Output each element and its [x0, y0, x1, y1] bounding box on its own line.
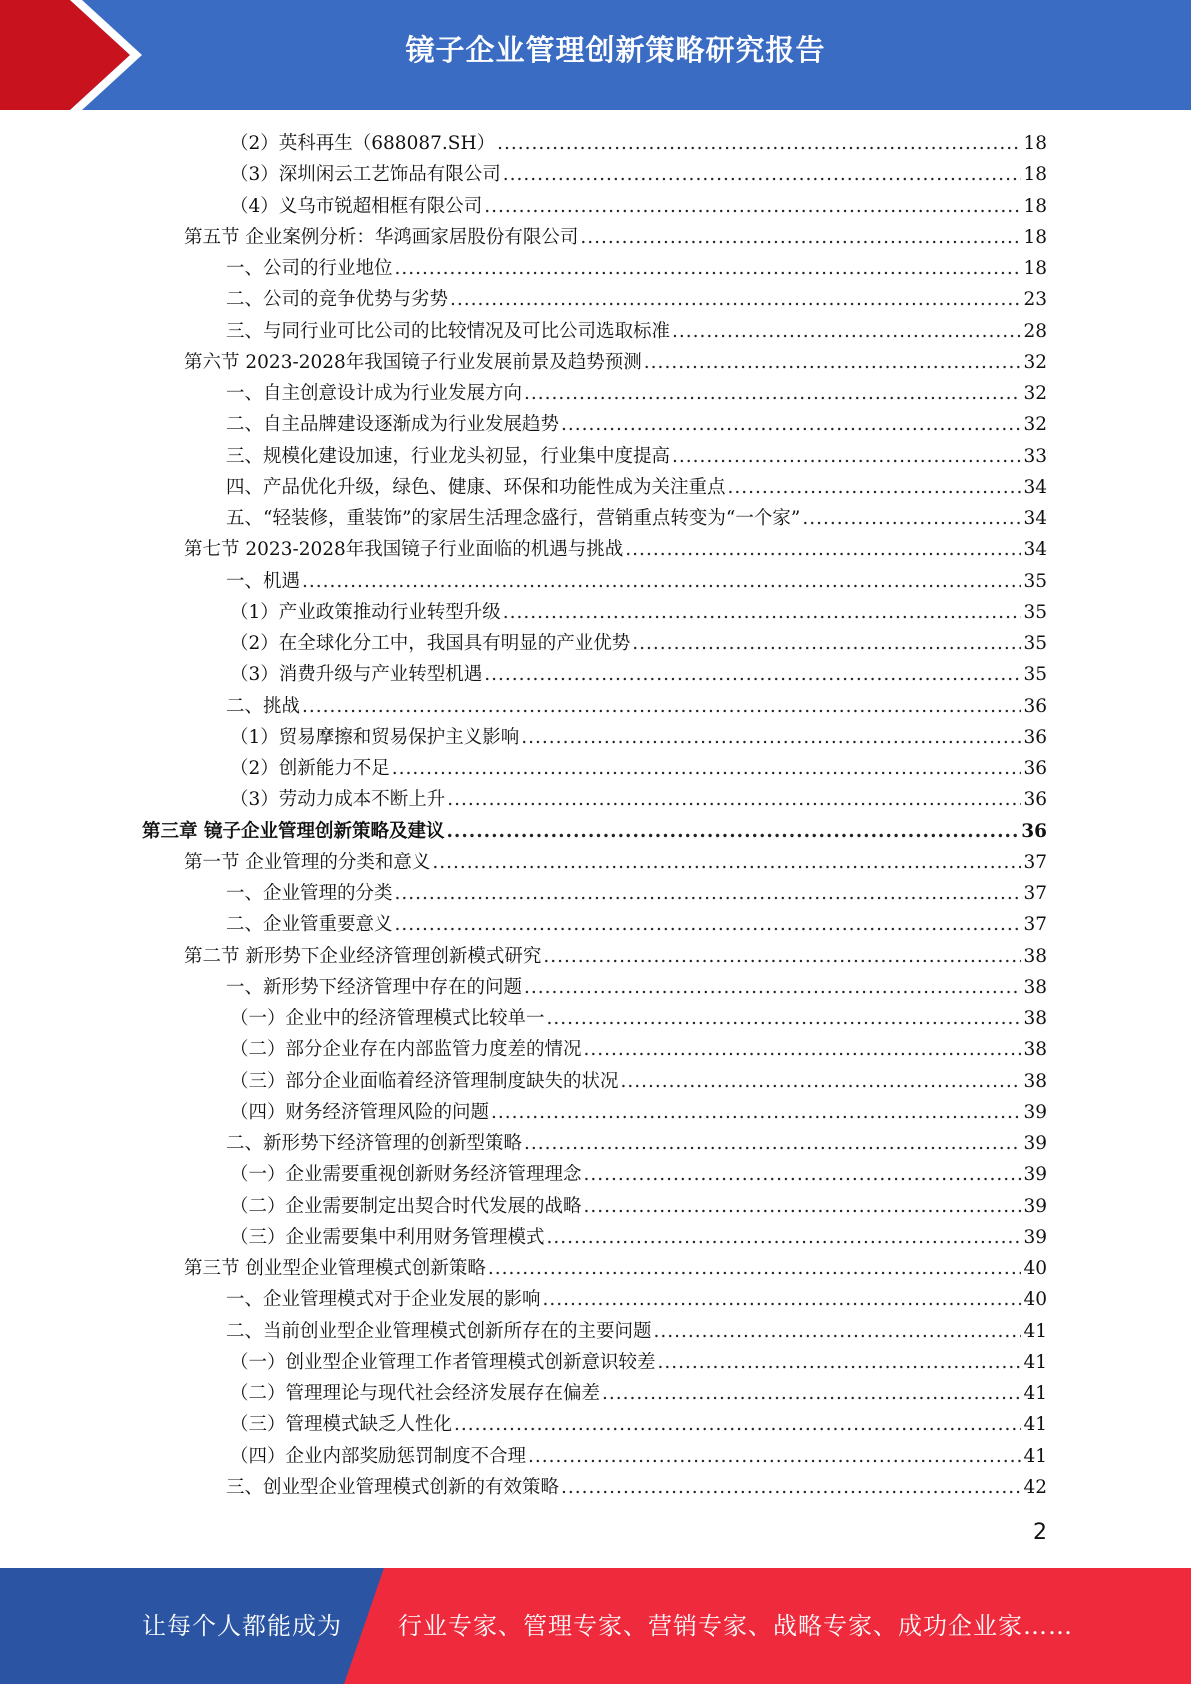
toc-dot-leader	[395, 909, 1022, 940]
toc-dot-leader	[524, 1128, 1021, 1159]
toc-entry-page: 36	[1023, 789, 1047, 811]
toc-dot-leader	[524, 378, 1021, 409]
toc-entry-title: 一、公司的行业地位	[226, 258, 393, 279]
toc-section-entry[interactable]	[184, 1253, 1047, 1284]
toc-entry-title: （一）企业需要重视创新财务经济管理理念	[230, 1164, 582, 1186]
toc-dot-leader	[450, 284, 1021, 315]
toc-dot-leader	[484, 191, 1021, 222]
toc-subsection-entry[interactable]	[230, 1003, 1047, 1034]
toc-subsection-entry[interactable]	[230, 597, 1047, 628]
toc-entry-page: 39	[1023, 1101, 1047, 1123]
toc-subsection-entry[interactable]	[230, 1222, 1047, 1253]
toc-entry-page: 35	[1023, 601, 1047, 623]
toc-entry-title: 二、当前创业型企业管理模式创新所存在的主要问题	[226, 1320, 652, 1342]
toc-dot-leader	[491, 1097, 1021, 1128]
toc-entry-title: （三）企业需要集中利用财务管理模式	[230, 1226, 545, 1248]
toc-entry-page: 36	[1023, 726, 1047, 748]
toc-subsection-entry[interactable]	[226, 1128, 1047, 1159]
toc-dot-leader	[625, 534, 1021, 565]
toc-entry-page: 38	[1023, 1070, 1047, 1092]
toc-entry-title: （3）消费升级与产业转型机遇	[230, 664, 483, 686]
toc-dot-leader	[672, 316, 1021, 347]
toc-entry-title: （3）劳动力成本不断上升	[230, 789, 446, 811]
toc-section-entry[interactable]	[184, 534, 1047, 565]
toc-entry-title: （2）在全球化分工中，我国具有明显的产业优势	[230, 633, 631, 654]
toc-entry-title: 第五节 企业案例分析：华鸿画家居股份有限公司	[184, 226, 579, 248]
toc-dot-leader	[395, 878, 1022, 909]
toc-subsection-entry[interactable]	[230, 1441, 1047, 1472]
toc-dot-leader	[632, 628, 1021, 659]
toc-dot-leader	[521, 722, 1021, 753]
toc-entry-title: （三）部分企业面临着经济管理制度缺失的状况	[230, 1070, 619, 1092]
toc-entry-title: （二）部分企业存在内部监管力度差的情况	[230, 1039, 582, 1061]
toc-entry-page: 39	[1023, 1164, 1047, 1186]
toc-subsection-entry[interactable]	[226, 409, 1047, 440]
toc-dot-leader	[584, 1191, 1022, 1222]
toc-dot-leader	[395, 253, 1022, 284]
toc-entry-page: 35	[1023, 570, 1047, 592]
toc-dot-leader	[547, 1222, 1022, 1253]
toc-entry-page: 38	[1023, 1008, 1047, 1029]
toc-entry-title: （二）企业需要制定出契合时代发展的战略	[230, 1195, 582, 1217]
toc-entry-page: 34	[1023, 508, 1047, 529]
toc-entry-page: 34	[1023, 539, 1047, 561]
toc-entry-page: 41	[1023, 1414, 1047, 1436]
toc-subsection-entry[interactable]	[226, 253, 1047, 284]
toc-subsection-entry[interactable]	[226, 1472, 1047, 1503]
toc-entry-page: 35	[1023, 664, 1047, 686]
toc-dot-leader	[454, 1409, 1021, 1440]
toc-subsection-entry[interactable]	[230, 753, 1047, 784]
toc-subsection-entry[interactable]	[226, 1284, 1047, 1315]
toc-entry-title: 第六节 2023-2028年我国镜子行业发展前景及趋势预测	[184, 351, 642, 373]
toc-subsection-entry[interactable]	[230, 659, 1047, 690]
toc-dot-leader	[543, 941, 1021, 972]
toc-dot-leader	[728, 472, 1022, 503]
toc-entry-page: 35	[1023, 633, 1047, 654]
toc-entry-title: 第二节 新形势下企业经济管理创新模式研究	[184, 945, 542, 967]
toc-entry-page: 39	[1023, 1133, 1047, 1154]
toc-subsection-entry[interactable]	[230, 191, 1047, 222]
toc-dot-leader	[484, 659, 1021, 690]
footer-slogan-right: 行业专家、管理专家、营销专家、战略专家、成功企业家……	[398, 1612, 1073, 1640]
toc-entry-page: 40	[1023, 1258, 1047, 1279]
toc-entry-page: 33	[1023, 445, 1047, 467]
toc-entry-title: 第三节 创业型企业管理模式创新策略	[184, 1258, 486, 1279]
toc-subsection-entry[interactable]	[230, 159, 1047, 190]
toc-entry-title: （二）管理理论与现代社会经济发展存在偏差	[230, 1383, 601, 1404]
toc-dot-leader	[446, 816, 1019, 847]
toc-subsection-entry[interactable]	[226, 378, 1047, 409]
toc-dot-leader	[392, 753, 1022, 784]
toc-subsection-entry[interactable]	[226, 972, 1047, 1003]
toc-entry-title: 一、新形势下经济管理中存在的问题	[226, 976, 523, 998]
toc-entry-page: 40	[1023, 1289, 1047, 1311]
toc-entry-title: 一、企业管理模式对于企业发展的影响	[226, 1289, 541, 1311]
toc-subsection-entry[interactable]	[226, 472, 1047, 503]
toc-entry-title: 三、与同行业可比公司的比较情况及可比公司选取标准	[226, 320, 671, 342]
toc-entry-title: （2）英科再生（688087.SH）	[230, 133, 496, 154]
toc-entry-title: 五、“轻装修，重装饰”的家居生活理念盛行，营销重点转变为“一个家”	[226, 508, 801, 529]
toc-dot-leader	[447, 784, 1021, 815]
toc-dot-leader	[672, 441, 1021, 472]
toc-entry-page: 38	[1023, 1039, 1047, 1061]
toc-subsection-entry[interactable]	[230, 1409, 1047, 1440]
toc-subsection-entry[interactable]	[226, 566, 1047, 597]
page-footer	[0, 1568, 1191, 1684]
toc-section-entry[interactable]	[184, 222, 1047, 253]
toc-dot-leader	[503, 597, 1022, 628]
toc-dot-leader	[658, 1347, 1022, 1378]
page-number: 2	[1033, 1520, 1047, 1545]
toc-entry-page: 36	[1023, 695, 1047, 717]
toc-entry-page: 37	[1023, 914, 1047, 936]
toc-subsection-entry[interactable]	[226, 284, 1047, 315]
toc-dot-leader	[503, 159, 1022, 190]
toc-entry-page: 23	[1023, 289, 1047, 311]
toc-entry-title: 二、自主品牌建设逐渐成为行业发展趋势	[226, 414, 560, 436]
page-header	[0, 0, 1191, 110]
toc-dot-leader	[302, 566, 1021, 597]
toc-entry-page: 18	[1023, 164, 1047, 186]
toc-entry-page: 41	[1023, 1351, 1047, 1373]
toc-subsection-entry[interactable]	[230, 628, 1047, 659]
toc-entry-title: 一、机遇	[226, 570, 301, 592]
toc-entry-title: （三）管理模式缺乏人性化	[230, 1414, 453, 1436]
toc-subsection-entry[interactable]	[230, 1034, 1047, 1065]
toc-entry-page: 34	[1023, 476, 1047, 498]
toc-subsection-entry[interactable]	[230, 784, 1047, 815]
toc-entry-title: 二、企业管重要意义	[226, 914, 393, 936]
toc-entry-page: 42	[1023, 1476, 1047, 1498]
toc-subsection-entry[interactable]	[230, 128, 1047, 159]
toc-entry-page: 41	[1023, 1445, 1047, 1467]
toc-entry-title: （四）企业内部奖励惩罚制度不合理	[230, 1445, 527, 1467]
toc-entry-title: （2）创新能力不足	[230, 758, 390, 779]
toc-dot-leader	[432, 847, 1021, 878]
toc-subsection-entry[interactable]	[226, 909, 1047, 940]
toc-entry-title: 一、自主创意设计成为行业发展方向	[226, 383, 523, 404]
toc-section-entry[interactable]	[184, 347, 1047, 378]
toc-dot-leader	[528, 1441, 1021, 1472]
toc-entry-page: 36	[1021, 820, 1047, 842]
toc-entry-title: 三、规模化建设加速，行业龙头初显，行业集中度提高	[226, 445, 671, 467]
toc-entry-page: 18	[1023, 226, 1047, 248]
toc-dot-leader	[497, 128, 1021, 159]
toc-entry-title: 二、公司的竞争优势与劣势	[226, 289, 449, 311]
toc-entry-page: 32	[1023, 383, 1047, 404]
toc-entry-title: 三、创业型企业管理模式创新的有效策略	[226, 1476, 560, 1498]
toc-entry-page: 18	[1023, 133, 1047, 154]
toc-entry-page: 32	[1023, 414, 1047, 436]
toc-entry-title: （四）财务经济管理风险的问题	[230, 1101, 490, 1123]
toc-entry-page: 41	[1023, 1320, 1047, 1342]
toc-dot-leader	[621, 1066, 1022, 1097]
toc-dot-leader	[488, 1253, 1022, 1284]
toc-chapter-entry[interactable]	[142, 816, 1047, 847]
toc-section-entry[interactable]	[184, 941, 1047, 972]
toc-section-entry[interactable]	[184, 847, 1047, 878]
toc-dot-leader	[561, 1472, 1021, 1503]
toc-entry-page: 37	[1023, 851, 1047, 873]
toc-dot-leader	[302, 691, 1021, 722]
footer-slogan-left: 让每个人都能成为	[142, 1612, 342, 1640]
toc-subsection-entry[interactable]	[226, 1316, 1047, 1347]
toc-dot-leader	[644, 347, 1022, 378]
toc-entry-page: 41	[1023, 1383, 1047, 1404]
toc-subsection-entry[interactable]	[226, 316, 1047, 347]
toc-entry-title: 第七节 2023-2028年我国镜子行业面临的机遇与挑战	[184, 539, 624, 561]
toc-dot-leader	[584, 1159, 1022, 1190]
toc-dot-leader	[584, 1034, 1022, 1065]
toc-entry-title: 第一节 企业管理的分类和意义	[184, 851, 431, 873]
toc-entry-title: （一）企业中的经济管理模式比较单一	[230, 1008, 545, 1029]
toc-entry-page: 38	[1023, 945, 1047, 967]
toc-entry-page: 38	[1023, 976, 1047, 998]
toc-entry-title: 二、挑战	[226, 695, 301, 717]
toc-subsection-entry[interactable]	[226, 878, 1047, 909]
toc-entry-title: 第三章 镜子企业管理创新策略及建议	[142, 820, 445, 842]
toc-entry-page: 18	[1023, 195, 1047, 217]
toc-dot-leader	[561, 409, 1021, 440]
toc-subsection-entry[interactable]	[226, 503, 1047, 534]
toc-entry-title: 四、产品优化升级，绿色、健康、环保和功能性成为关注重点	[226, 476, 726, 498]
toc-entry-title: （3）深圳闲云工艺饰品有限公司	[230, 164, 501, 186]
toc-entry-page: 39	[1023, 1195, 1047, 1217]
toc-dot-leader	[602, 1378, 1021, 1409]
toc-subsection-entry[interactable]	[230, 1378, 1047, 1409]
toc-subsection-entry[interactable]	[226, 691, 1047, 722]
toc-dot-leader	[580, 222, 1021, 253]
toc-entry-page: 28	[1023, 320, 1047, 342]
toc-entry-title: （一）创业型企业管理工作者管理模式创新意识较差	[230, 1351, 656, 1373]
toc-entry-page: 36	[1023, 758, 1047, 779]
toc-subsection-entry[interactable]	[230, 1066, 1047, 1097]
toc-entry-title: （1）产业政策推动行业转型升级	[230, 601, 501, 623]
toc-entry-page: 18	[1023, 258, 1047, 279]
toc-subsection-entry[interactable]	[230, 1159, 1047, 1190]
toc-entry-title: 二、新形势下经济管理的创新型策略	[226, 1133, 523, 1154]
toc-subsection-entry[interactable]	[226, 441, 1047, 472]
toc-dot-leader	[524, 972, 1021, 1003]
toc-dot-leader	[654, 1316, 1022, 1347]
toc-subsection-entry[interactable]	[230, 1097, 1047, 1128]
toc-dot-leader	[547, 1003, 1022, 1034]
toc-subsection-entry[interactable]	[230, 1191, 1047, 1222]
toc-subsection-entry[interactable]	[230, 1347, 1047, 1378]
toc-entry-title: 一、企业管理的分类	[226, 883, 393, 904]
toc-entry-page: 39	[1023, 1226, 1047, 1248]
toc-entry-title: （4）义乌市锐超相框有限公司	[230, 195, 483, 217]
toc-dot-leader	[543, 1284, 1022, 1315]
toc-entry-page: 37	[1023, 883, 1047, 904]
toc-entry-title: （1）贸易摩擦和贸易保护主义影响	[230, 726, 520, 748]
toc-entry-page: 32	[1023, 351, 1047, 373]
toc-subsection-entry[interactable]	[230, 722, 1047, 753]
toc-dot-leader	[802, 503, 1021, 534]
header-title: 镜子企业管理创新策略研究报告	[405, 33, 826, 67]
